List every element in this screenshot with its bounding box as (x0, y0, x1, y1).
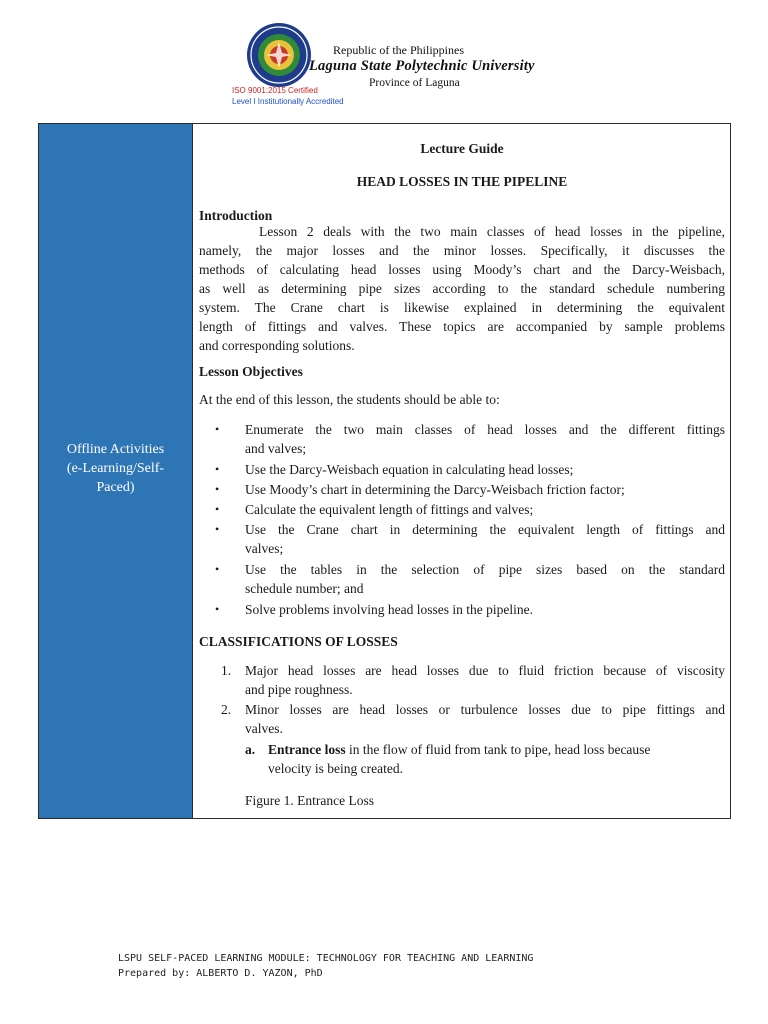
objective-item-cont: valves; (245, 541, 284, 556)
objective-item: Use Moody’s chart in determining the Darcy-Weisbach friction factor; (245, 482, 625, 497)
classification-item-cont: and pipe roughness. (245, 682, 353, 697)
classifications-heading: CLASSIFICATIONS OF LOSSES (199, 634, 398, 649)
classification-item: Minor losses are head losses or turbulence losses due to pipe fittings and (245, 702, 725, 717)
objective-item: Calculate the equivalent length of fittings and valves; (245, 502, 534, 517)
header-university-name: Laguna State Polytechnic University (309, 58, 535, 74)
accreditation-level: Level I Institutionally Accredited (232, 97, 344, 106)
footer-module-title: LSPU SELF-PACED LEARNING MODULE: TECHNOLOGY FOR TEACHING AND LEARNING (118, 953, 534, 964)
iso-certification: ISO 9001:2015 Certified (232, 86, 318, 95)
sidebar-label-line: Offline Activities (66, 442, 165, 457)
intro-paragraph-line: length of fittings and valves. These topics are accompanied by sample problems (199, 319, 725, 334)
objective-item-cont: and valves; (245, 441, 307, 456)
intro-paragraph-line: and corresponding solutions. (199, 338, 355, 353)
bullet-icon: • (215, 482, 220, 496)
sidebar-offline-activities (39, 124, 193, 818)
objectives-lead: At the end of this lesson, the students should be able to: (199, 392, 500, 407)
sub-item-text: in the flow of fluid from tank to pipe, head loss because (345, 742, 651, 757)
header-province: Province of Laguna (369, 77, 460, 89)
intro-paragraph-line: Lesson 2 deals with the two main classes of head losses in the pipeline, (259, 224, 725, 239)
sub-item-term: Entrance loss (268, 742, 346, 757)
topic-title: HEAD LOSSES IN THE PIPELINE (356, 174, 568, 189)
list-number: 1. (221, 663, 232, 678)
objective-item: Use the tables in the selection of pipe sizes based on the standard (245, 562, 725, 577)
sub-item-cont: velocity is being created. (268, 761, 403, 776)
footer-prepared-by: Prepared by: ALBERTO D. YAZON, PhD (118, 968, 323, 979)
sidebar-label-line: (e-Learning/Self- (66, 461, 165, 476)
bullet-icon: • (215, 602, 220, 616)
bullet-icon: • (215, 422, 220, 436)
classification-item-cont: valves. (245, 721, 283, 736)
lesson-objectives-heading: Lesson Objectives (199, 364, 303, 379)
objective-item: Use the Darcy-Weisbach equation in calculating head losses; (245, 462, 574, 477)
intro-paragraph-line: methods of calculating head losses using Moody’s chart and the Darcy-Weisbach, (199, 262, 725, 277)
lecture-guide-table (38, 123, 731, 819)
objective-item: Use the Crane chart in determining the equivalent length of fittings and (245, 522, 725, 537)
bullet-icon: • (215, 502, 220, 516)
bullet-icon: • (215, 562, 220, 576)
lecture-guide-title: Lecture Guide (420, 141, 504, 156)
sub-list-letter: a. (245, 742, 256, 757)
objective-item-cont: schedule number; and (245, 581, 364, 596)
intro-paragraph-line: system. The Crane chart is likewise explained in determining the equivalent (199, 300, 725, 315)
bullet-icon: • (215, 522, 220, 536)
intro-paragraph-line: namely, the major losses and the minor losses. Specifically, it discusses the (199, 243, 725, 258)
sub-item-entrance-loss (268, 740, 725, 759)
list-number: 2. (221, 702, 232, 717)
sidebar-label-line: Paced) (96, 480, 135, 495)
sidebar-label (47, 440, 184, 497)
objective-item: Solve problems involving head losses in the pipeline. (245, 602, 533, 617)
introduction-heading: Introduction (199, 208, 273, 223)
header-republic: Republic of the Philippines (333, 43, 464, 57)
university-seal-logo (246, 22, 312, 88)
classification-item: Major head losses are head losses due to fluid friction because of viscosity (245, 663, 725, 678)
intro-paragraph-line: as well as determining pipe sizes according to the standard schedule numbering (199, 281, 725, 296)
figure-caption: Figure 1. Entrance Loss (245, 793, 374, 808)
objective-item: Enumerate the two main classes of head losses and the different fittings (245, 422, 725, 437)
bullet-icon: • (215, 462, 220, 476)
